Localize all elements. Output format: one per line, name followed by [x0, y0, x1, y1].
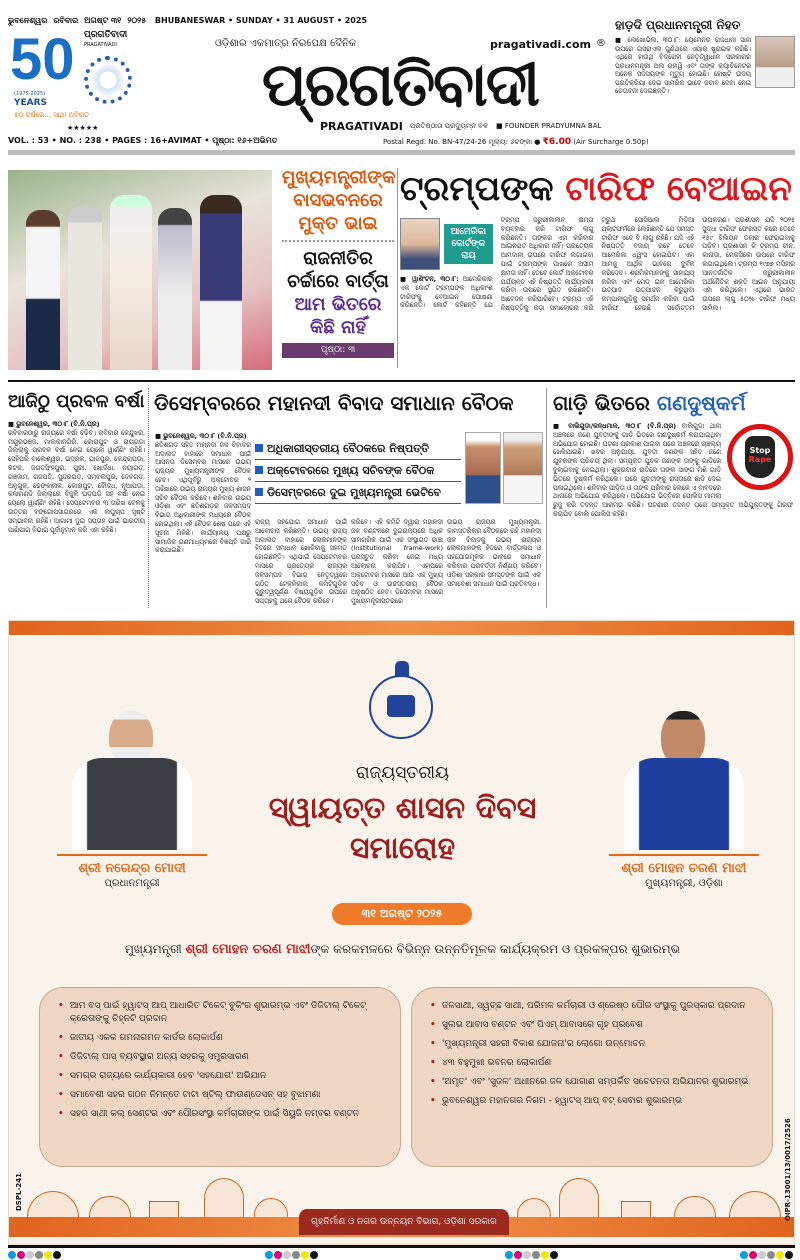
masthead-title: ପ୍ରଗତିବାଦୀ	[261, 50, 539, 120]
list-item: • 'ମୁଖ୍ୟମନ୍ତ୍ରୀ ସହରୀ ବିକାଶ ଯୋଜନା'ର ଲୋଗୋ ଉନ୍ମୋଚନ	[430, 1038, 754, 1051]
list-item: • ସହର ସାଥୀ କଲ୍ ସେଣ୍ଟର ଏବଂ ପୌରସଂସ୍ଥା କର୍ମଚାରୀଙ୍କ ପାଇଁ ସିୟୁଜି ନମ୍ବର ବଣ୍ଟନ	[58, 1108, 382, 1121]
odisha-government-seal-icon	[369, 661, 435, 741]
intro-pre: ମୁଖ୍ୟମନ୍ତ୍ରୀ	[124, 942, 186, 956]
ad-title-line2: ସମାରୋହ	[349, 831, 456, 866]
sidebar-subhead: ରାଜନୀତିର ଚର୍ଚ୍ଚାରେ ବାର୍ତ୍ତା	[287, 248, 389, 292]
odia-year: ୨୦୨୫	[127, 16, 147, 25]
dotted-divider	[282, 240, 394, 242]
mahanadi-text-1: ଛତିଶଗଡ଼ ସହିତ ମହାନଦୀ ଜଳ ବିବାଦର ଅଦାଲତ ବାହାରେ ସମାଧାନ ପାଇଁ ଆସନ୍ତା ଡିସେମ୍ବର ମାସରେ ଉଭୟ ରାଜ୍ୟର ମୁଖ୍ୟମନ୍ତ୍ରୀଙ୍କ ବୈଠକ ହେବ। ଏଥିପୂର୍ବରୁ ଅକ୍ଟୋବର ୨ ତାରିଖରେ ଉଭୟ ରାଜ୍ୟର ମୁଖ୍ୟ ଶାସନ ସଚିବ ବୈଠକ କରିବେ। ଶନିବାର ଉଭୟ ଓଡ଼ିଶା ଏବଂ ଛତିଶଗଡ଼ର ଜଳସମ୍ପଦ ବିଭାଗ ଅଧିକାରୀଙ୍କ ମଧ୍ୟରେ ବୈଠକ ହୋଇଥିଲା। ଏହି ବୈଠକ ଶେଷ ପରେ ଏହି ସୂଚନା ମିଳିଛି। କାର୍ଯ୍ୟାଳୟ ପକ୍ଷରୁ ସାମାଜିକ ଗଣମାଧ୍ୟମରେ ବିଜ୍ଞପ୍ତି ଜାରି କରାଯାଇଛି।	[155, 440, 251, 555]
initiatives-list-left	[39, 987, 401, 1167]
rain-text: ରବିବାରଠାରୁ ରାଜ୍ୟରେ ବର୍ଷା ବଢ଼ିବ। ରବିବାର କେନ୍ଦୁଝର, ମୟୂରଭଞ୍ଜ, ମାଲକାନଗିରି, କୋରାପୁଟ ଓ ରାୟଗଡ଼ା ଜିଲ୍ଲାକୁ ପ୍ରବଳ ବର୍ଷା ନେଇ ୟେଲୋ ୱାର୍ଣ୍ଣିଂ ରହିଛି। ସେହିପରି ବାଲେଶ୍ୱର, ଭଦ୍ରକ, ଯାଜପୁର, କେନ୍ଦ୍ରାପଡ଼ା, କଟକ, ଜଗତସିଂହପୁର, ପୁରୀ, ଖୋର୍ଦ୍ଧା, ନୟାଗଡ଼, ଗଞ୍ଜାମ, ଗଜପତି, ସୁନ୍ଦରଗଡ଼, ସମ୍ବଲପୁର, ଦେବଗଡ଼, ଅନୁଗୁଳ, ଢେଙ୍କାନାଳ, କୋରାପୁଟ, ବୌଦ୍ଧ, ନୂଆପଡ଼ା, କଳାହାଣ୍ଡି ଜିଲ୍ଲାରେ ବିଜୁଳି ଘଡ଼ଘଡ଼ି ସହ ବର୍ଷା ନେଇ ୟେଲୋ ୱାର୍ଣ୍ଣିଂ ରହିଛି। ସେପ୍ଟେମ୍ବର ୩ ତାରିଖ ବେଳକୁ ଉତ୍ତର ବଙ୍ଗୋପସାଗରରେ ଏକ ଲଘୁଚାପ ସୃଷ୍ଟି ସମ୍ଭାବନା ରହିଛି। ଆଗାମୀ ଦୁଇ ସପ୍ତାହ ପାଇଁ ଭାରତୀୟ ପାଣିପାଗ ବିଭାଗ ପୂର୍ବାନୁମାନ କରି ଏହା କହିଛି।	[8, 428, 145, 534]
mahanadi-col1	[155, 432, 251, 610]
founder-english: FOUNDER PRADYUMNA BAL	[504, 122, 602, 130]
crime-headline-blue: ଗଣଦୁଷ୍କର୍ମ	[656, 391, 746, 415]
list-item: • ଜଳସାଥୀ, ସ୍ୱଚ୍ଛ ସାଥୀ, ପରିମଳ କର୍ମଚାରୀ ଓ ଶ୍ରେଷ୍ଠ ପୌର ସଂସ୍ଥାକୁ ପୁରସ୍କାର ପ୍ରଦାନ	[430, 1000, 754, 1013]
color-registration-marks	[265, 1251, 318, 1259]
list-item: • ସମାବେଶୀ ସହର ଗଠନ ନିମନ୍ତେ ଟାଟା ଷ୍ଟିଲ୍ ଫାଉଣ୍ଡେସନ୍ ସହ ବୁଝାମଣା	[58, 1089, 382, 1102]
founder-odia: ପ୍ରତିଷ୍ଠାତା ପ୍ରଦ୍ୟୁମ୍ନ ବଳ	[410, 122, 488, 130]
sidebar-headline[interactable]: ମୁଖ୍ୟମନ୍ତ୍ରୀଙ୍କ ବାସଭବନରେ ମୁକ୍ତ ଭାଇ	[282, 167, 396, 234]
lead-text: ଆମେରିକାର ଏକ କୋର୍ଟ ଟ୍ରମ୍ପଙ୍କ ଅଧିକାଂଶ ଟାରିଫକୁ ବେଆଇନ ଘୋଷଣା କରିଛନ୍ତି। କୋର୍ଟ କହିଛନ୍ତି ଯେ ଟ୍ରମ୍ପ ଜରୁରୀକାଳୀନ କ୍ଷମତା ବ୍ୟବହାର କରି ଟାରିଫ ଲାଗୁ କରିଛନ୍ତି। ତାଙ୍କର ଏହା କରିବାର ଆଇନଗତ ଅଧିକାର ନାହିଁ। ପ୍ରତ୍ୟେକ ଆମଦାନୀ ଉପରେ ଟାରିଫ ଲଗାଇବା ପାଇଁ ଟ୍ରମ୍ପଙ୍କ ପାଖରେ ଅସୀମ କ୍ଷମତା ନାହିଁ। ତେବେ କୋର୍ଟ ଅକ୍ଟୋବର ପର୍ଯ୍ୟନ୍ତ ଏହି ନିଷ୍ପତ୍ତି କାର୍ଯ୍ୟକାରୀ କରିବା ଉପରେ ସ୍ଥଗିତ ରଖିଛନ୍ତି। ଆବେଦନ କରିପାରିବେ। ଟ୍ରମ୍ପ ଏହି ନିଷ୍ପତ୍ତିକୁ କଡ଼ା ସମାଲୋଚନା କରି ଟ୍ରୁଥ ସୋସିଆଲ ମିଡିଆ ପ୍ଲାଟଫର୍ମରେ ଲେଖିଛନ୍ତି ଯେ ସମସ୍ତ ଟାରିଫ ଏବେ ବି ଲାଗୁ ରହିଛି। ଯଦି ଏହି ନିଷ୍ପତ୍ତି ବଜାୟ ରହେ ତେବେ ଆମେରିକା ଧ୍ୱଂସ ହୋଇଯିବ। ଏହା ଆମକୁ ଆର୍ଥିକ ଭାବରେ ଦୁର୍ବଳ କରିଦେବ। ଶ୍ରମିକମାନଙ୍କୁ ସାହାଯ୍ୟ କରିବା ଏବଂ ମେଡ୍ ଇନ୍ ଆମେରିକା ଉତ୍ପାଦ ଉତ୍ପାଦନ କରୁଥିବା କମ୍ପାନୀଗୁଡ଼ିକୁ ସମର୍ଥନ କରିବା ପାଇଁ ଟାରିଫ ହେଉଛି ସର୍ବୋତ୍ତମ ଉପକରଣ। ପ୍ରଶାସନ ଯଦି ୨୦୨୫ ସୁଦ୍ଧା ଟାରିଫ ଫେରସ୍ତ କରେ ତେବେ ୧୫୯ ବିଲିୟନ ଡଲାର ଫେରାଇବାକୁ ପଡ଼ିବ। ପ୍ରଶାସନ କି ଟ୍ରମ୍ପ ଚୀନ, କାନାଡା, ମେକ୍ସିକୋ ଉପରେ ଟାରିଫ ଲଗାଇଥିଲେ। ଟ୍ରମ୍ପ ୧୯୭୭ ମସିହାର ଆନ୍ତର୍ଜାତିକ ଜରୁରୀକାଳୀନ ଅର୍ଥନୈତିକ ଶକ୍ତି ଆଇନ ଅନୁଯାୟୀ ଏହା କରିଥିଲେ। ଏଥିରେ ଭାରତ ଉପରେ ଲାଗୁ ୫୦% ଟାରିଫ ମଧ୍ୟ ସାମିଲ।	[400, 216, 795, 312]
cm-photo	[609, 703, 759, 853]
wheel-emblem-icon	[84, 56, 132, 104]
logo-number: 50	[10, 27, 75, 92]
column-divider	[397, 168, 398, 368]
lead-figure	[400, 216, 493, 272]
logo-stars: ★★★★★	[67, 124, 99, 132]
list-item: • 'ଅମୃତ' ଏବଂ 'ସୁଜଳ' ଅଧୀନରେ ଜଳ ଯୋଗାଣ ସମ୍ପର୍କିତ ସଚେତନତା ଅଭିଯାନର ଶୁଭାରମ୍ଭ	[430, 1076, 754, 1089]
cm-caption	[594, 861, 774, 890]
column-divider	[148, 388, 149, 608]
brief-photo	[755, 36, 795, 88]
postal-line: Postal Regd. No. BN-47/24-26 ମୂଲ୍ୟ: ୬ଟଙ୍କା ● ₹6.00 (Air Surcharge 0.50p)	[383, 137, 649, 147]
ad-title	[229, 789, 576, 869]
price-odia: ମୂଲ୍ୟ: ୬ଟଙ୍କା	[488, 138, 533, 146]
odisha-cm-photo	[465, 432, 501, 504]
list-item: • ସମଗ୍ର ରାଜ୍ୟରେ କାର୍ଯ୍ୟକାରୀ ହେବ 'ସହଯୋଗ' ଅଭିଯାନ	[58, 1070, 382, 1083]
pm-caption	[42, 861, 222, 890]
cm-residence-photo	[8, 170, 272, 370]
brief-story[interactable]	[615, 18, 795, 96]
brief-headline[interactable]: ହାଡ଼ଦି ପ୍ରଧାନମନ୍ତ୍ରୀ ନିହତ	[615, 18, 741, 32]
list-item: • ୪୩ ବହୁମୁଖୀ ଭବନର ଲୋକାର୍ପଣ	[430, 1057, 754, 1070]
header-divider	[8, 150, 795, 155]
crime-body	[553, 422, 793, 610]
stop-text: Stop	[749, 446, 771, 455]
lead-body	[400, 216, 795, 374]
masthead-english: PRAGATIVADI	[320, 120, 403, 133]
cm-name: ଶ୍ରୀ ମୋହନ ଚରଣ ମାଝୀ	[621, 861, 747, 876]
ad-code-right: OIPR-13001/13/0017/2526	[784, 1118, 792, 1221]
list-item: • ଆମ ବସ୍ ପାଇଁ ହ୍ୱାଟସ୍ ଆପ୍ ଆଧାରିତ ଟିକେଟ୍ ବୁକିଂର ଶୁଭାରମ୍ଭ ଏବଂ ଡିଜିଟାଲ୍ ଟିକେଟ୍ କ୍ରେତାଙ୍କୁ ଚିହ୍ନଟି ପ୍ରଦାନ	[58, 1000, 382, 1026]
bullet-item: ଅକ୍ଟୋବରରେ ମୁଖ୍ୟ ସଚିବଙ୍କ ବୈଠକ	[255, 460, 461, 482]
pm-title: ପ୍ରଧାନମନ୍ତ୍ରୀ	[104, 878, 160, 889]
trump-photo	[400, 218, 440, 270]
lead-headline[interactable]	[400, 166, 792, 212]
odia-city: ଭୁବନେଶ୍ୱର	[8, 16, 48, 25]
color-registration-marks	[505, 1251, 558, 1259]
mahanadi-dateline: ■ ଭୁବନେଶ୍ୱର, ୩୦।୮ (ବି.ନି.ପ୍ର)	[155, 432, 247, 440]
logo-name-en: PRAGATIVADI	[84, 42, 117, 48]
mahanadi-headline[interactable]: ଡିସେମ୍ବରରେ ମହାନଦୀ ବିବାଦ ସମାଧାନ ବୈଠକ	[154, 391, 514, 415]
sidebar-quote: ଆମ ଭିତରେ କିଛି ନାହିଁ	[294, 294, 382, 338]
bullet-item: ଅଧିକାରୀସ୍ତରୀୟ ବୈଠକରେ ନିଷ୍ପତ୍ତି	[255, 438, 461, 460]
mahanadi-col3: କରିବେ। ଏହି କମିଟି ଦ୍ୱାରା ମହାନଦୀ ଜଳ ବଣ୍ଟନରେ ଦୁଇରାଜ୍ୟରେ ଅଧିକ ସାମଗ୍ରିକ ପାଇଁ ଏକ ସଂସ୍ଥାଗତ ଢାଞ୍ଚା (institutional frame-work) ପ୍ରସ୍ତୁତ କରିବା ନେଇ ମଧ୍ୟ ଆଲୋଚନା କରାଯିବ। ଏହାପରେ ଅକ୍ଟୋବର ମାସରେ ଆଉ ଏକ ମୁଖ୍ୟ ସଚିବ ଓ ଉଚ୍ଚସ୍ତରୀୟ ବୈଠକ ଅନୁଷ୍ଠିତ ହେବ। ଡିସେମ୍ବର ମାସରେ ମୁଖ୍ୟମନ୍ତ୍ରୀସ୍ତରରେ	[351, 518, 443, 606]
ad-top-band	[9, 621, 794, 635]
logo-range: (1975-2025)	[14, 91, 46, 97]
registered-mark: ®	[596, 38, 606, 49]
chhattisgarh-cm-photo	[503, 432, 543, 504]
volume-line: VOL. : 53 • NO. : 238 • PAGES : 16+AVIMAT • ପୃଷ୍ଠା: ୧୬+ଅଭିମତ	[8, 136, 278, 145]
anniversary-logo	[10, 27, 135, 124]
crime-headline[interactable]	[553, 390, 746, 416]
mahanadi-col2: ରାଜ୍ୟ ସହଯୋଗ ସମାଧାନ ପାଇଁ ଆଲୋଚନା କରିଛନ୍ତି। ଉଭୟ ରାଜ୍ୟ ଅଦାଲତ ବାହାରେ ଲୋକମାନଙ୍କ ହିତରେ ସମାଧାନ ଖୋଜିବାକୁ ସହମତ ହୋଇଛନ୍ତି। ଏଥିପାଇଁ ସେପ୍ଟେମ୍ବର ମାସରେ ପ୍ରତ୍ୟେକ ରାଜ୍ୟର ଜଳସମ୍ପଦ ବିଭାଗ ନେତୃତ୍ୱରେ ଗଠିତ ଟେକ୍ନିକାଲ କମିଟିଗୁଡ଼ିକ ଗୁରୁତ୍ୱପୂର୍ଣ୍ଣ ବିଷୟଗୁଡ଼ିକ ଉପରେ ସପ୍ତାହକୁ ଥରେ ବୈଠକ କରିବେ।	[255, 518, 347, 606]
pm-photo	[57, 703, 207, 853]
surcharge: (Air Surcharge 0.50p)	[573, 138, 649, 146]
column-divider	[546, 388, 547, 608]
intro-post: ଙ୍କ କରକମଳରେ ବିଭିନ୍ନ ଉନ୍ନତିମୂଳକ କାର୍ଯ୍ୟକ୍ରମ ଓ ପ୍ରକଳ୍ପର ଶୁଭାରମ୍ଭ	[310, 942, 681, 956]
founder-line: ପ୍ରତିଷ୍ଠାତା ପ୍ରଦ୍ୟୁମ୍ନ ବଳ ■ FOUNDER PRADYUMNA BAL	[410, 122, 602, 130]
masthead-tagline: ଓଡ଼ିଶାର ଏକମାତ୍ର ନିରପେକ୍ଷ ଦୈନିକ	[215, 38, 357, 49]
rape-text: Rape	[748, 455, 772, 464]
bullet-item: ଡିସେମ୍ବରରେ ଦୁଇ ମୁଖ୍ୟମନ୍ତ୍ରୀ ଭେଟିବେ	[255, 482, 461, 504]
stop-rape-icon	[727, 424, 793, 490]
color-registration-marks	[8, 1251, 61, 1259]
rain-headline[interactable]: ଆଜିଠୁ ପ୍ରବଳ ବର୍ଷା	[8, 391, 145, 412]
list-item: • ଜାତୀୟ ଏକକ ଗମନାଗମନ କାର୍ଡର ଲୋକାର୍ପଣ	[58, 1032, 382, 1045]
crime-headline-black: ଗାଡ଼ି ଭିତରେ	[553, 391, 650, 415]
price: ₹6.00	[542, 137, 572, 147]
mahanadi-bullets	[255, 438, 461, 504]
color-registration-marks	[740, 1251, 793, 1259]
odia-day: ରବିବାର	[53, 16, 79, 25]
lead-headline-black: ଟ୍ରମ୍ପଙ୍କ	[400, 169, 554, 209]
bottom-rule	[8, 1245, 795, 1248]
sidebar-story[interactable]	[282, 166, 394, 358]
odia-date: ଅଗଷ୍ଟ ୩୧	[84, 16, 122, 25]
english-dateline: BHUBANESWAR • SUNDAY • 31 AUGUST • 2025	[154, 16, 368, 25]
cm-title: ମୁଖ୍ୟମନ୍ତ୍ରୀ, ଓଡ଼ିଶା	[645, 878, 723, 889]
logo-name: ପ୍ରଗତିବାଦୀ	[84, 30, 128, 40]
intro-name: ଶ୍ରୀ ମୋହନ ଚରଣ ମାଝୀ	[185, 942, 311, 957]
event-date-badge: ୩୧ ଅଗଷ୍ଟ ୨୦୨୫	[332, 903, 472, 925]
court-ruling-box: ଆମେରିକା କୋର୍ଟଙ୍କ ରାୟ	[444, 224, 493, 264]
list-item: • ସୁଲଭ ଆବାସ ବଣ୍ଟନ ଏବଂ ପିଏମ୍ ଆବାସରେ ଗୃହ ପ୍ରବେଶ	[430, 1019, 754, 1032]
ad-title-line1: ସ୍ୱାୟତ୍ତ ଶାସନ ଦିବସ	[268, 791, 537, 826]
department-label: ଗୃହନିର୍ମାଣ ଓ ନଗର ଉନ୍ନୟନ ବିଭାଗ, ଓଡ଼ିଶା ସରକାର	[299, 1209, 509, 1235]
crime-dateline: ■ ବାଲିଗୁଡ଼ା/କନ୍ଧମାଳ, ୩୦।୮ (ବି.ନି.ପ୍ର)	[553, 422, 677, 430]
ad-code-left: DSPL-241	[15, 1173, 23, 1211]
crime-text: ବାଲିଗୁଡ଼ା ଥାନା ଅଞ୍ଚଳରେ ଜଣେ ଯୁବତୀଙ୍କୁ ଗାଡ଼ି ଭିତରେ ଗଣଦୁଷ୍କର୍ମ କରାଯାଇଥିବା ଅଭିଯୋଗ ହୋଇଛି। ଘଟଣା ପ୍ରକାଶ ପାଇବା ପରେ ଅଞ୍ଚଳରେ ଚାଞ୍ଚଲ୍ୟ ଖେଳିଯାଇଛି। ଖବର ଅନୁଯାୟୀ, ଯୁବତୀ ଜଣଙ୍କ ସହିତ ଜଣେ ଯୁବକଙ୍କ ପରିଚୟ ଥିଲା। ସମ୍ପୃକ୍ତ ଯୁବକ ଜଣଙ୍କ ତାଙ୍କୁ ଗାଡ଼ିରେ ବୁଲାଇବାକୁ ନେଇଥିଲା। ଶୁକ୍ରବାର ରାତିରେ ତାଙ୍କ ସାଙ୍ଗ ମିଶି ଗାଡ଼ି ଭିତରେ ଦୁଷ୍କର୍ମ କରିଥିଲେ। ପରେ ଯୁବତୀଙ୍କୁ ରାସ୍ତାରେ ଛାଡ଼ି ଦେଇ ପଳାଇଥିଲେ। ଶନିବାର ପୀଡ଼ିତା ଓ ତାଙ୍କ ପରିବାର ଲୋକେ ଏ ବାବଦରେ ଥାନାରେ ଅଭିଯୋଗ କରିଥିଲେ। ଅଭିଯୋଗ ଭିତ୍ତିରେ ପୋଲିସ ମାମଲା ରୁଜୁ କରି ତଦନ୍ତ ଆରମ୍ଭ କରିଛି। ଘଟଣାର ତଦନ୍ତ ପରେ ସମ୍ପୃକ୍ତ ଅଭିଯୁକ୍ତଙ୍କୁ ଗିରଫ କରାଯିବ ବୋଲି ପୋଲିସ କହିଛି।	[553, 422, 793, 518]
logo-slogan: ୫୦ ବର୍ଷରେ... ସାଥୀ ଅବିରତ	[14, 111, 90, 119]
government-advertisement[interactable]	[8, 620, 795, 1245]
postal-reg: Postal Regd. No. BN-47/24-26	[383, 138, 487, 146]
rain-dateline: ■ ଭୁବନେଶ୍ୱର, ୩୦।୮ (ବି.ନି.ପ୍ର)	[8, 420, 100, 428]
list-item: • ଡିଜିଟାଲ୍ ପାସ୍ ବ୍ୟବସ୍ଥାର ଅନ୍ୟ ସହରକୁ ସମ୍ପ୍ରସାରଣ	[58, 1051, 382, 1064]
mahanadi-col4: ଉଭୟ ରାଜ୍ୟର ମୁଖ୍ୟମନ୍ତ୍ରୀ, କାମସ୍ତରିକର ବୈଠକରେ ରହି ମହାନଦୀ ଜଳ ବିବାଦକୁ ଉଭୟ ରାଜ୍ୟର ଲୋକମାନଙ୍କ ହିତରେ ବାର୍ତ୍ତାଳାପ ଓ ସହଯୋଗମୂଳକ ଭାବରେ ସମାଧାନ କରିବାର ପରବର୍ତ୍ତୀ ନିର୍ଣ୍ଣୟ କରିବେ। ଓଡ଼ିଶା ସରକାର ସମସ୍ତଙ୍କ ପାଇଁ ଏକ ସମାବେଶୀ ସମାଧାନ ପାଇଁ ପ୍ରତିବଦ୍ଧ।	[447, 518, 541, 588]
list-item: • ଭୁବନେଶ୍ୱର ମହାନଗର ନିଗମ - ହ୍ୱାଟସ୍ ଆପ୍ ବଟ୍ ସେବାର ଶୁଭାରମ୍ଭ	[430, 1095, 754, 1108]
initiatives-list-right	[411, 987, 773, 1167]
pm-name: ଶ୍ରୀ ନରେନ୍ଦ୍ର ମୋଦୀ	[78, 861, 186, 876]
ad-intro	[9, 939, 795, 960]
dateline	[8, 16, 373, 26]
page-reference[interactable]: ପୃଷ୍ଠା: ୩	[282, 343, 394, 358]
section-rule	[8, 380, 795, 382]
brief-body: ■ ଲେଖୋଭିଲ, ୩୦।୮: ୟେମେନର ରାଜଧାନୀ ସାନା ଉପରେ ଇସ୍ରାଏଲ ପୁଣିଥରେ ଏୟାର ଷ୍ଟ୍ରାଇକ କରିଛି। ଏଥିରେ ହାଉଥି ବିଦ୍ରୋହୀ ନେତୃତ୍ୱାଧୀନ ସରକାରର ପ୍ରଧାନମନ୍ତ୍ରୀ ଅଲ ରହାୱି ଏବଂ ତାଙ୍କ କ୍ୟାବିନେଟର ଅନେକ ସଦସ୍ୟଙ୍କ ମୃତ୍ୟୁ ହୋଇଛି। ହୋଷ୍ଟି ଉଦୟ ପ୍ରତିକ୍ରିୟା ଦେଇ ସାମରିକ ଭାବେ ଜବାବ ଦେବା ନେଇ ଚେତାବନୀ ଦେଇଛନ୍ତି।	[615, 36, 751, 95]
rain-body	[8, 420, 145, 610]
lead-headline-red: ଟାରିଫ ବେଆଇନ	[565, 169, 792, 209]
lead-dateline: ■ ୱାଶିଂଟନ, ୩୦।୮:	[400, 275, 459, 283]
logo-years: YEARS	[14, 98, 48, 108]
ad-subtitle: ରାଜ୍ୟସ୍ତରୀୟ	[355, 763, 450, 783]
website-link[interactable]: pragativadi.com	[490, 38, 592, 51]
